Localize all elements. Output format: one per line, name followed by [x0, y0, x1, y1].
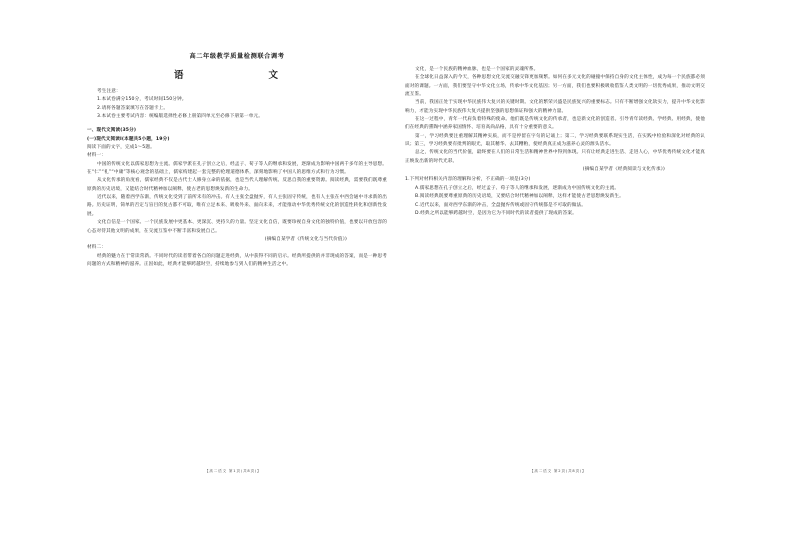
paragraph: 从文化传承的角度看，儒家经典不仅是古代士人修身立命的依据，也是当代人理解传统、反思自我的重要资源。阅读经典，需要我们既尊重原典的历史语境，又能结合时代精神加以阐释，使古老的思想焕发新的生命力。 — [87, 178, 387, 192]
paragraph: 文化，是一个民族的精神血脉，也是一个国家的灵魂所系。 — [415, 67, 539, 72]
notes-heading: 考生注意： — [97, 89, 121, 94]
page-footer-left: 【高二语文 第1页(共8页)】 — [205, 469, 262, 473]
page-footer-right: 【高二语文 第2页(共8页)】 — [530, 469, 587, 473]
source-citation: (摘编自某学者《传统文化与当代价值》) — [264, 236, 347, 242]
instruction: 阅读下面的文字，完成1～5题。 — [87, 145, 155, 151]
paragraph: 中国的传统文化以儒家思想为主流。儒家学派在孔子创立之后，经孟子、荀子等人的继承和发展，逐渐成为影响中国两千多年的主导思想。在“仁”“礼”“中庸”等核心观念的基础上，儒家构建起一套完整的伦理道德体系，深刻地影响了中国人的思维方式和行为习惯。 — [87, 161, 387, 176]
paragraph: 经典的魅力在于常读常新。不同时代的读者带着各自的问题走进经典，从中获得不同的启示。经典所提供的并非现成的答案，而是一种思考问题的方式和精神的滋养。正因如此，经典才能够跨越时空，持续地参与到人们的精神生活之中。 — [87, 253, 387, 267]
question-stem: 1.下列对材料相关内容的理解和分析，不正确的一项是(3分) — [405, 177, 531, 183]
section-heading: 一、现代文阅读(35分) — [87, 128, 137, 134]
note-item: 1.本试卷满分150分，考试时间150分钟。 — [97, 97, 187, 103]
left-column — [87, 52, 387, 462]
note-item: 2.请将各题答案填写在答题卡上。 — [97, 105, 169, 111]
answer-option-a: A.儒家思想在孔子创立之后，经过孟子、荀子等人的继承和发展，逐渐成为中国传统文化的主流。 — [415, 185, 620, 191]
answer-option-b: B.阅读经典既要尊重原典的历史语境，又要结合时代精神加以阐释，这样才能使古老思想焕发新生。 — [415, 194, 624, 200]
paragraph: 文化自信是一个国家、一个民族发展中更基本、更深沉、更持久的力量。坚定文化自信，既要珍视自身文化的独特价值，也要以开放包容的心态对待其他文明的成果，在交流互鉴中不断丰富和发展自己。 — [87, 220, 387, 234]
paragraph: 在全球化日益深入的今天，各种思想文化交流交融交锋更加频繁。如何在多元文化的碰撞中保持自身的文化主体性，成为每一个民族都必须面对的课题。一方面，我们要坚守中华文化立场，传承中华文化基因；另一方面，我们也要积极吸收借鉴人类文明的一切优秀成果，推动文明交流互鉴。 — [405, 75, 705, 98]
source-citation: (摘编自某学者《经典阅读与文化传承》) — [582, 167, 665, 173]
answer-option-d: D.经典之所以能够跨越时空，是因为它为不同时代的读者提供了现成的答案。 — [415, 210, 577, 216]
paragraph: 总之，传统文化的当代价值，最终要在人们的日常生活和精神世界中得到体现。只有让经典走进生活、走进人心，中华优秀传统文化才能真正焕发出新的时代光彩。 — [405, 150, 705, 164]
note-item: 3.本试卷主要考试内容：统编版选择性必修上册第四单元至必修下册第一单元。 — [97, 114, 263, 120]
subject-heading: 语 文 — [173, 70, 300, 81]
material-label: 材料二： — [87, 245, 106, 251]
right-column — [405, 66, 705, 476]
paragraph: 在这一过程中，青年一代肩负着特殊的使命。他们既是传统文化的传承者，也是新文化的创造者。引导青年读经典、学经典、用经典，使他们在经典的熏陶中涵养家国情怀、培育高尚品格，具有十分重要的意义。 — [405, 117, 705, 131]
answer-option-c: C.近代以来，面对西学东渐的冲击，全盘抛弃传统或固守传统都是不可取的做法。 — [415, 202, 587, 208]
exam-title: 高二年级教学质量检测联合调考 — [189, 53, 285, 60]
paragraph: 近代以来，随着西学东渐，传统文化受到了前所未有的冲击。有人主张全盘抛弃，有人主张固守传统，也有人主张在中西会通中寻求新的出路。历史证明，简单的否定与盲目的复古都不可取，唯有立足本来、吸收外来、面向未来，才能推动中华优秀传统文化的创造性转化和创新性发展。 — [87, 195, 387, 217]
paragraph: 当前，我国正处于实现中华民族伟大复兴的关键时期。文化的繁荣兴盛是民族复兴的重要标志。只有不断增强文化软实力，提升中华文化影响力，才能为实现中华民族伟大复兴提供坚强的思想保证和强大的精神力量。 — [405, 100, 705, 114]
sub-heading: (一)现代文阅读Ⅰ(本题共5小题，19分) — [87, 136, 170, 142]
material-label: 材料一： — [87, 153, 106, 159]
paragraph: 第一，学习经典要注重理解其精神实质，而不是停留在字句的记诵上；第二，学习经典要联系现实生活，在实践中检验和深化对经典的认识；第三，学习经典要有批判的眼光，取其精华、去其糟粕，使经典真正成为滋养心灵的源头活水。 — [405, 133, 705, 148]
